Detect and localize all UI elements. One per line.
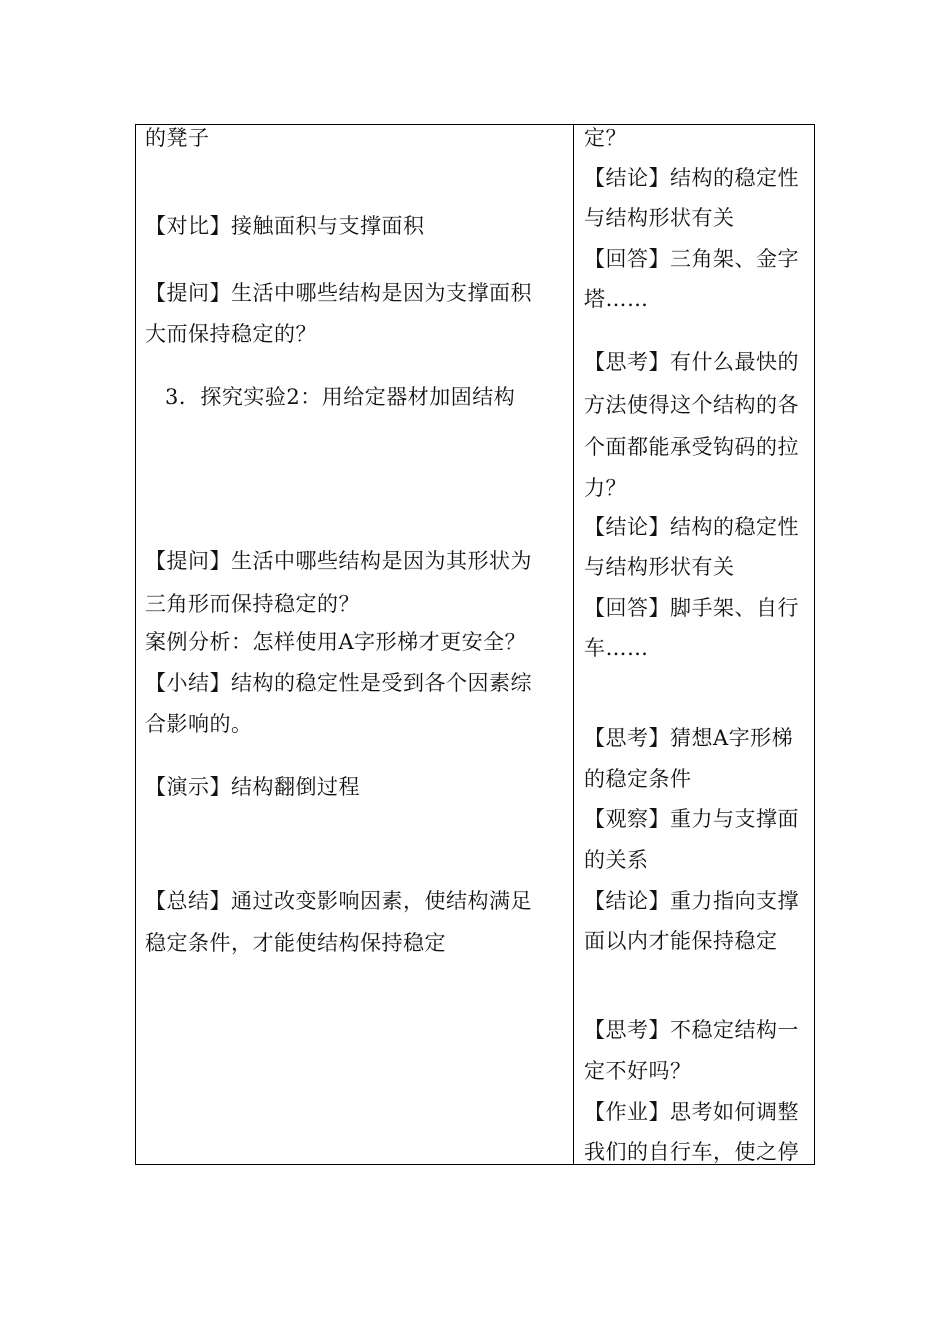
left-line: 【总结】通过改变影响因素，使结构满足 bbox=[145, 889, 532, 913]
left-line: 3．探究实验2：用给定器材加固结构 bbox=[165, 385, 516, 409]
right-line: 【观察】重力与支撑面 bbox=[584, 807, 799, 831]
right-line: 个面都能承受钩码的拉 bbox=[584, 435, 799, 459]
right-line: 【作业】思考如何调整 bbox=[584, 1100, 799, 1124]
right-line: 我们的自行车，使之停 bbox=[584, 1140, 799, 1164]
right-line: 【思考】猜想A字形梯 bbox=[584, 726, 794, 750]
right-line: 【回答】三角架、金字 bbox=[584, 247, 799, 271]
right-line: 与结构形状有关 bbox=[584, 555, 735, 579]
left-line: 稳定条件，才能使结构保持稳定 bbox=[145, 931, 446, 955]
left-line: 三角形而保持稳定的？ bbox=[145, 592, 360, 616]
right-line: 定不好吗？ bbox=[584, 1059, 692, 1083]
right-line: 【结论】结构的稳定性 bbox=[584, 166, 799, 190]
right-line: 方法使得这个结构的各 bbox=[584, 393, 799, 417]
left-line: 【演示】结构翻倒过程 bbox=[145, 775, 360, 799]
left-line: 【对比】接触面积与支撑面积 bbox=[145, 214, 425, 238]
right-line: 塔…… bbox=[584, 287, 649, 311]
left-line: 【提问】生活中哪些结构是因为其形状为 bbox=[145, 549, 532, 573]
right-line: 的稳定条件 bbox=[584, 767, 692, 791]
right-line: 【结论】结构的稳定性 bbox=[584, 515, 799, 539]
left-line: 大而保持稳定的？ bbox=[145, 322, 317, 346]
left-line: 合影响的。 bbox=[145, 712, 253, 736]
right-line: 【回答】脚手架、自行 bbox=[584, 596, 799, 620]
left-line: 案例分析：怎样使用A字形梯才更安全？ bbox=[145, 630, 527, 654]
right-line: 力？ bbox=[584, 476, 627, 500]
right-line: 【结论】重力指向支撑 bbox=[584, 889, 799, 913]
left-line: 【小结】结构的稳定性是受到各个因素综 bbox=[145, 671, 532, 695]
right-line: 车…… bbox=[584, 636, 649, 660]
left-line: 的凳子 bbox=[145, 126, 210, 150]
right-line: 【思考】不稳定结构一 bbox=[584, 1018, 799, 1042]
right-line: 定？ bbox=[584, 126, 627, 150]
left-line: 【提问】生活中哪些结构是因为支撑面积 bbox=[145, 281, 532, 305]
right-line: 【思考】有什么最快的 bbox=[584, 350, 799, 374]
column-divider bbox=[573, 124, 574, 1165]
right-line: 的关系 bbox=[584, 848, 649, 872]
right-line: 面以内才能保持稳定 bbox=[584, 929, 778, 953]
right-line: 与结构形状有关 bbox=[584, 206, 735, 230]
